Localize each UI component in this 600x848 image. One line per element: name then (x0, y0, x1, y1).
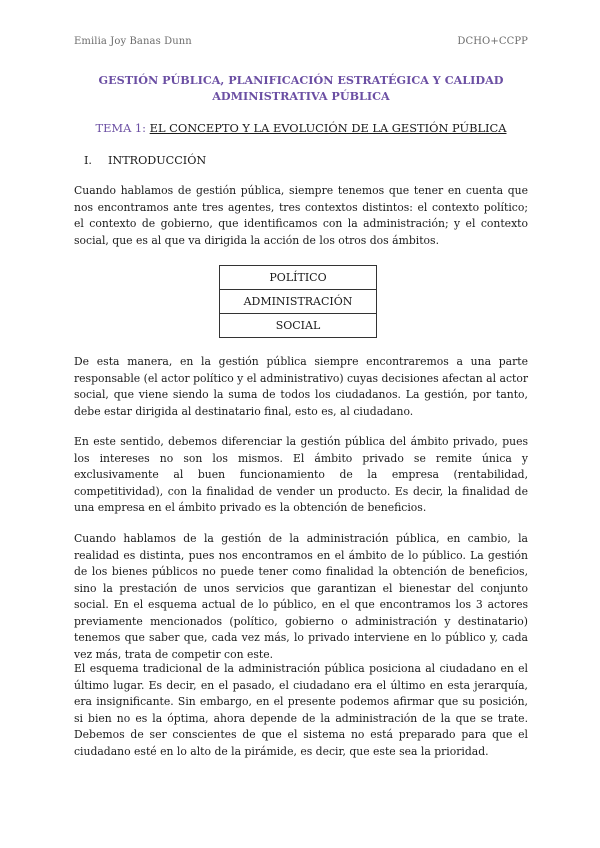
title-line-1: GESTIÓN PÚBLICA, PLANIFICACIÓN ESTRATÉGICA Y CALIDAD (98, 73, 504, 87)
header-author: Emilia Joy Banas Dunn (74, 36, 192, 47)
topic-label: TEMA 1 (95, 121, 143, 135)
table-row-politico: POLÍTICO (220, 266, 377, 290)
section-heading (84, 153, 206, 168)
paragraph-4: Cuando hablamos de la gestión de la administración pública, en cambio, la realidad es distinta, pues nos encontramos en el ámbito de lo público. La gestión de los bienes públicos no puede tener como finalidad la obtención de beneficios, sino la prestación de unos servicios que garantizan el bienestar del conjunto social. En el esquema actual de lo público, en el que encontramos los 3 actores previamente mencionados (político, gobierno o administración y destinatario) tenemos que saber que, cada vez más, lo privado interviene en lo público y, cada vez más, trata de competir con este. (74, 532, 528, 661)
table-row-social: SOCIAL (220, 314, 377, 338)
paragraph-2: De esta manera, en la gestión pública siempre encontraremos a una parte responsable (el actor político y el administrativo) cuyas decisiones afectan al actor social, que viene siendo la suma de todos los ciudadanos. La gestión, por tanto, debe estar dirigida al destinatario final, esto es, al ciudadano. (74, 355, 528, 418)
actors-table (219, 265, 377, 338)
topic-title: EL CONCEPTO Y LA EVOLUCIÓN DE LA GESTIÓN PÚBLICA (149, 121, 507, 135)
table-row-administracion: ADMINISTRACIÓN (220, 290, 377, 314)
paragraph-3: En este sentido, debemos diferenciar la gestión pública del ámbito privado, pues los intereses no son los mismos. El ámbito privado se remite única y exclusivamente al buen funcionamiento de la empresa (rentabilidad, competitividad), con la finalidad de vender un producto. Es decir, la finalidad de una empresa en el ámbito privado es la obtención de beneficios. (74, 435, 528, 514)
document-title (86, 72, 516, 104)
title-line-2: ADMINISTRATIVA PÚBLICA (212, 89, 390, 103)
topic-heading: TEMA 1: EL CONCEPTO Y LA EVOLUCIÓN DE LA GESTIÓN PÚBLICA (95, 121, 507, 135)
section-number: I. (84, 154, 92, 167)
page-header (74, 36, 528, 47)
paragraph-5: El esquema tradicional de la administración pública posiciona al ciudadano en el último lugar. Es decir, en el pasado, el ciudadano era el último en esta jerarquía, era insignificante. Sin embargo, en el presente podemos afirmar que su posición, si bien no es la óptima, ahora depende de la administración de la que se trate. Debemos de ser conscientes de que el sistema no está preparado para que el ciudadano esté en lo alto de la pirámide, es decir, que este sea la prioridad. (74, 662, 528, 758)
section-title: INTRODUCCIÓN (108, 154, 207, 167)
paragraph-1: Cuando hablamos de gestión pública, siempre tenemos que tener en cuenta que nos encontramos ante tres agentes, tres contextos distintos: el contexto político; el contexto de gobierno, que identificamos con la administración; y el contexto social, que es al que va dirigida la acción de los otros dos ámbitos. (74, 184, 528, 247)
header-course: DCHO+CCPP (457, 36, 528, 47)
